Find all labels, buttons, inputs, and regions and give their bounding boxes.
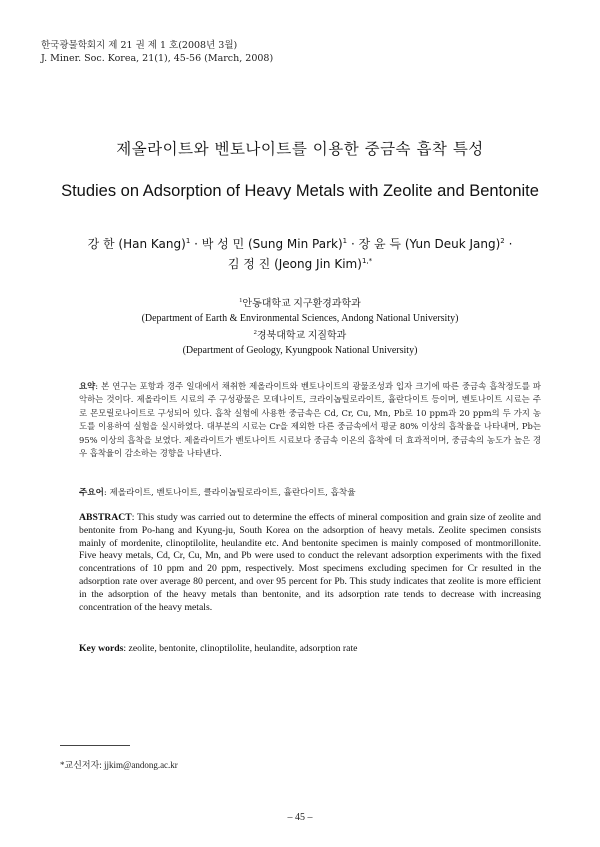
author-separator: · bbox=[508, 237, 513, 251]
author-name: 장 윤 득 (Yun Deuk Jang) bbox=[358, 237, 501, 251]
keywords-english-label: Key words bbox=[79, 643, 124, 654]
journal-citation-korean: 한국광물학회지 제 21 권 제 1 호(2008년 3월) bbox=[41, 40, 238, 51]
keywords-korean-text: : 제올라이트, 벤토나이트, 클라이놉틸로라이트, 휼란다이트, 흡착율 bbox=[103, 488, 356, 498]
affiliation-mark: 2 bbox=[253, 329, 257, 337]
author-affiliation-mark: 2 bbox=[500, 237, 505, 245]
affiliation-mark: 1 bbox=[239, 297, 243, 304]
keywords-korean bbox=[79, 487, 541, 500]
abstract-korean-label: 요약 bbox=[79, 381, 96, 391]
affiliation-name-korean: 안동대학교 지구환경과학과 bbox=[242, 298, 361, 310]
author-affiliation-mark: 1,* bbox=[361, 257, 373, 265]
abstract-korean bbox=[79, 380, 541, 460]
title-korean: 제올라이트와 벤토나이트를 이용한 중금속 흡착 특성 bbox=[116, 140, 484, 158]
journal-header bbox=[41, 39, 273, 65]
author-separator: · bbox=[350, 237, 355, 251]
author-list bbox=[0, 233, 600, 273]
footnote-divider bbox=[60, 745, 130, 746]
abstract-english-text: : This study was carried out to determine the effects of mineral composition and grain size of zeolite and bentonite from Po-hang and Kyung-ju, South Korea on the adsorption of heavy metals. Zeolite specimen consists mainly of mordenite, clinoptilolite, heulandite etc. And bentonite specimen is mainly composed of montmorillonite. Five heavy metals, Cd, Cr, Cu, Mn, and Pb were used to conduct the relevant adsorption experiments with the fixed concentrations of 10 ppm and 20 ppm, respectively. Most specimens excluding specimen for Cr resulted in the adsorption rate over average 80 percent, and over 95 percent for Pb. This study indicates that zeolite is more efficient in the adsorption of the heavy metals than bentonite, and its adsorption rate tends to decrease with increasing concentration of the heavy metals. bbox=[79, 512, 541, 613]
author-line-2 bbox=[0, 253, 600, 273]
title-english: Studies on Adsorption of Heavy Metals with Zeolite and Bentonite bbox=[61, 182, 539, 200]
affiliation-1-english: (Department of Earth & Environmental Sciences, Andong National University) bbox=[141, 312, 459, 324]
affiliation-2-korean bbox=[0, 326, 600, 344]
affiliation-2-english: (Department of Geology, Kyungpook National University) bbox=[182, 345, 418, 357]
journal-citation-english: J. Miner. Soc. Korea, 21(1), 45-56 (March, 2008) bbox=[41, 53, 274, 64]
corresponding-author-footnote bbox=[60, 758, 178, 771]
page-number: – 45 – bbox=[287, 812, 313, 823]
author-affiliation-mark: 1 bbox=[185, 237, 191, 245]
footnote-label: 교신저자: bbox=[64, 760, 102, 770]
abstract-english-label: ABSTRACT bbox=[79, 512, 132, 523]
keywords-korean-label: 주요어 bbox=[79, 488, 104, 498]
keywords-english-text: : zeolite, bentonite, clinoptilolite, heulandite, adsorption rate bbox=[123, 643, 358, 654]
author-name: 강 한 (Han Kang) bbox=[87, 237, 186, 251]
author-name: 김 정 진 (Jeong Jin Kim) bbox=[227, 257, 362, 271]
author-separator: · bbox=[194, 237, 198, 251]
footnote-mark: * bbox=[60, 760, 65, 770]
affiliations bbox=[0, 294, 600, 359]
footnote-email: jjkim@andong.ac.kr bbox=[104, 760, 178, 770]
affiliation-name-korean: 경북대학교 지질학과 bbox=[256, 330, 347, 342]
author-name: 박 성 민 (Sung Min Park) bbox=[201, 237, 343, 251]
author-affiliation-mark: 1 bbox=[342, 237, 348, 245]
abstract-english bbox=[79, 512, 541, 614]
affiliation-1-korean bbox=[0, 294, 600, 312]
author-line-1 bbox=[0, 233, 600, 253]
keywords-english bbox=[79, 642, 541, 655]
abstract-korean-text: : 본 연구는 포항과 경주 일대에서 채취한 제올라이트와 벤토나이트의 광물조성과 입자 크기에 따른 중금속 흡착정도를 파악하는 것이다. 제올라이트 시료의 주 구성광물은 모데나이트, 크라이놉틸로라이트, 휼란다이트 등이며, 벤토나이트 시료는 주로 몬모릴로나이트로 구성되어 있다. 흡착 실험에 사용한 중금속은 Cd, Cr, Cu, Mn, Pb로 10 ppm과 20 ppm의 두 가지 농도를 이용하여 실험을 실시하였다. 대부분의 시료는 Cr을 제외한 다른 중금속에서 평균 80% 이상의 흡착율을 나타내며, Pb는 95% 이상의 흡착을 보였다. 제올라이트가 벤토나이트 시료보다 중금속 이온의 흡착에 더 효과적이며, 중금속의 농도가 높은 경우 흡착율이 감소하는 경향을 나타낸다. bbox=[79, 381, 541, 459]
